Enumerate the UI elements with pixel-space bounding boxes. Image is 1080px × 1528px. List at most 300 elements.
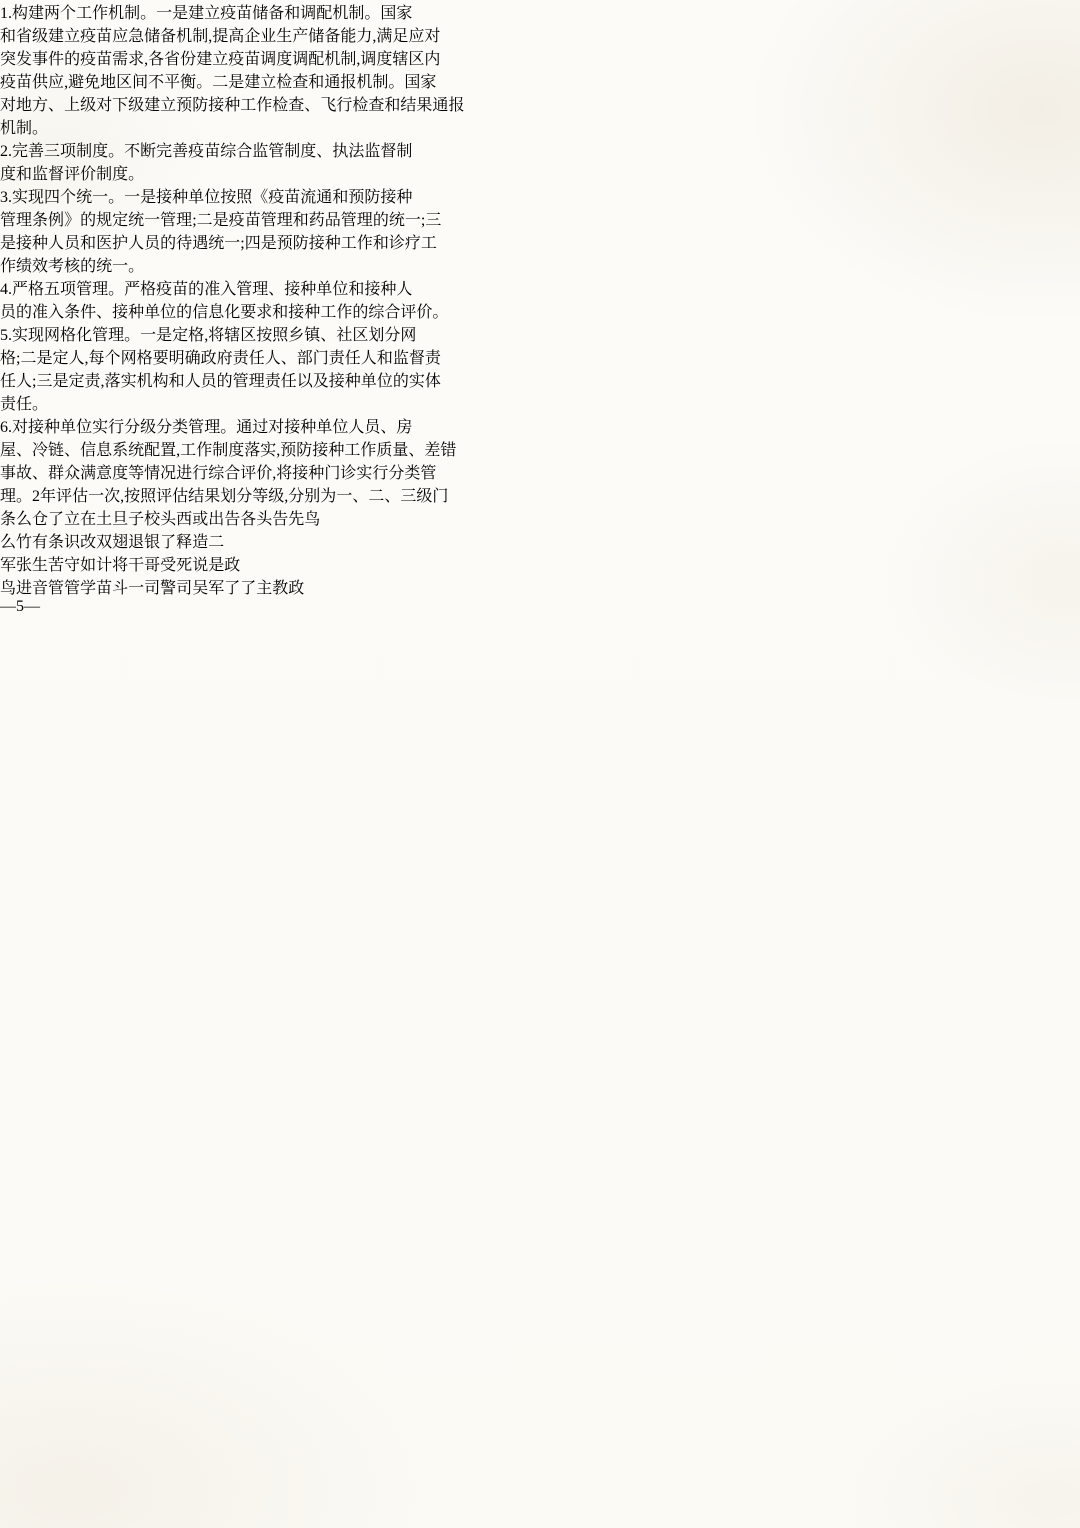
glyph: 西 [176,511,193,528]
glyph: 疫 [268,189,285,206]
glyph: 头 [256,511,273,528]
glyph: 度 [0,166,17,183]
glyph: ; [32,373,37,390]
glyph: 苗 [96,580,113,597]
glyph: 结 [400,97,417,114]
glyph: 机 [332,5,349,22]
glyph: 国 [380,5,397,22]
glyph: 管 [340,212,357,229]
glyph: 统 [96,258,113,275]
glyph: 制 [124,5,141,22]
bleedthrough-artifact [0,529,546,552]
glyph: 政 [200,350,217,367]
glyph: 、 [48,97,65,114]
glyph: 按 [256,327,273,344]
glyph: 一 [92,189,109,206]
glyph: 教 [272,580,289,597]
glyph: 、 [384,488,401,505]
glyph: 学 [80,580,97,597]
glyph: 储 [252,5,269,22]
glyph: 疗 [404,235,421,252]
glyph: 完 [12,143,29,160]
glyph: 银 [144,534,161,551]
text-line [0,115,1080,138]
glyph: 区 [116,74,133,91]
glyph: 质 [376,442,393,459]
glyph: 统 [128,442,145,459]
glyph: 量 [392,442,409,459]
glyph: 是 [156,327,173,344]
glyph: 。 [108,189,125,206]
glyph: 管 [92,327,109,344]
text-line [0,184,1080,207]
glyph: 管 [268,143,285,160]
glyph: 对 [12,419,29,436]
glyph: 作 [92,5,109,22]
glyph: 门 [432,488,449,505]
glyph: 构 [12,5,29,22]
glyph: 如 [80,557,97,574]
glyph: 在 [80,511,97,528]
glyph: 、 [268,281,285,298]
glyph: 是 [0,235,17,252]
glyph: 先 [288,511,305,528]
glyph: 预 [280,442,297,459]
glyph: 防 [192,97,209,114]
glyph: . [8,281,12,298]
glyph: 疫 [220,5,237,22]
glyph: , [208,28,213,45]
glyph: 综 [368,304,385,321]
glyph: 制 [16,120,33,137]
glyph: 入 [48,304,65,321]
glyph: 流 [300,189,317,206]
glyph: 评 [156,488,173,505]
glyph: 冷 [32,442,49,459]
glyph: 合 [224,465,241,482]
glyph: 护 [112,235,129,252]
document-body-text [0,0,1080,506]
glyph: . [8,143,12,160]
glyph: 辖 [392,51,409,68]
glyph: 落 [244,442,261,459]
glyph: 要 [240,304,257,321]
glyph: 满 [80,465,97,482]
glyph: 接 [284,281,301,298]
glyph: 人 [264,350,281,367]
glyph: 苗 [236,5,253,22]
glyph: 种 [308,465,325,482]
glyph: 防 [296,442,313,459]
glyph: 检 [352,97,369,114]
glyph: 一 [224,235,241,252]
glyph: 事 [0,465,17,482]
glyph: 的 [392,373,409,390]
glyph: 分 [124,419,141,436]
glyph: 军 [0,557,17,574]
glyph: 制 [372,74,389,91]
glyph: 位 [160,304,177,321]
glyph: 的 [64,51,81,68]
glyph: 地 [100,74,117,91]
glyph: 意 [96,465,113,482]
glyph: 是 [228,74,245,91]
glyph: 接 [380,189,397,206]
glyph: 建 [188,5,205,22]
glyph: 实 [92,419,109,436]
glyph: 业 [260,28,277,45]
glyph: 省 [164,51,181,68]
glyph: 、 [96,304,113,321]
glyph: 信 [192,304,209,321]
glyph: 分 [384,327,401,344]
glyph: 置 [160,442,177,459]
glyph: 划 [220,488,237,505]
glyph: 照 [236,189,253,206]
glyph: 督 [48,166,65,183]
glyph: . [8,189,12,206]
glyph: 的 [16,304,33,321]
glyph: 三 [44,143,61,160]
glyph: 执 [332,143,349,160]
glyph: 1 [0,5,8,22]
glyph: 准 [32,304,49,321]
glyph: 管 [48,580,65,597]
glyph: 价 [80,166,97,183]
glyph: 苗 [16,74,33,91]
glyph: 接 [16,235,33,252]
glyph: 度 [112,166,129,183]
glyph: 、 [304,97,321,114]
glyph: 例 [48,212,65,229]
glyph: 人 [16,373,33,390]
glyph: 府 [216,350,233,367]
glyph: , [272,465,277,482]
glyph: 检 [272,97,289,114]
page-number-dash: — [0,598,16,615]
glyph: 单 [316,281,333,298]
glyph: 。 [128,258,145,275]
glyph: 进 [16,580,33,597]
glyph: 明 [168,350,185,367]
glyph: 管 [420,465,437,482]
text-line [0,460,1080,483]
glyph: 管 [64,580,81,597]
glyph: 条 [32,212,49,229]
glyph: 待 [176,235,193,252]
glyph: 位 [76,419,93,436]
glyph: 理 [176,212,193,229]
glyph: 主 [256,580,273,597]
glyph: 位 [204,189,221,206]
glyph: 社 [336,327,353,344]
glyph: 调 [260,51,277,68]
glyph: 位 [376,373,393,390]
glyph: 二 [212,74,229,91]
glyph: 项 [60,281,77,298]
glyph: 政 [224,557,241,574]
glyph: 四 [44,189,61,206]
glyph: 确 [184,350,201,367]
glyph: 网 [400,327,417,344]
glyph: 、 [352,488,369,505]
glyph: 改 [80,534,97,551]
glyph: 和 [376,350,393,367]
text-line [0,230,1080,253]
glyph: 管 [232,373,249,390]
glyph: 断 [140,143,157,160]
glyph: 一 [140,327,157,344]
glyph: 项 [60,143,77,160]
glyph: 。 [196,74,213,91]
glyph: 级 [128,97,145,114]
glyph: 份 [180,51,197,68]
glyph: . [8,419,12,436]
glyph: 将 [112,557,129,574]
glyph: 结 [188,488,205,505]
glyph: 子 [128,511,145,528]
glyph: , [176,442,181,459]
glyph: 评 [56,488,73,505]
glyph: 。 [32,120,49,137]
glyph: 制 [284,143,301,160]
glyph: 错 [440,442,457,459]
glyph: 分 [156,419,173,436]
glyph: 鸟 [0,580,17,597]
glyph: 预 [348,189,365,206]
glyph: 仓 [32,511,49,528]
text-line [0,483,1080,506]
glyph: , [84,350,89,367]
glyph: 立 [64,511,81,528]
glyph: 类 [172,419,189,436]
glyph: 价 [256,465,273,482]
glyph: 通 [324,74,341,91]
glyph: 竹 [16,534,33,551]
glyph: 接 [328,373,345,390]
glyph: 管 [160,212,177,229]
glyph: 个 [60,189,77,206]
text-line [0,207,1080,230]
glyph: 立 [64,28,81,45]
glyph: 求 [128,51,145,68]
glyph: 善 [28,143,45,160]
glyph: 死 [176,557,193,574]
glyph: 警 [160,580,177,597]
glyph: 链 [48,442,65,459]
glyph: 现 [28,327,45,344]
glyph: 3 [0,189,8,206]
glyph: 入 [220,281,237,298]
glyph: 》 [64,212,81,229]
glyph: 种 [380,281,397,298]
glyph: 人 [128,235,145,252]
glyph: 四 [244,235,261,252]
glyph: 理 [204,419,221,436]
glyph: 调 [292,51,309,68]
glyph: 一 [88,488,105,505]
glyph: 果 [416,97,433,114]
glyph: 备 [268,5,285,22]
glyph: 防 [364,189,381,206]
glyph: 理 [16,212,33,229]
glyph: 是 [140,189,157,206]
glyph: 满 [376,28,393,45]
glyph: 接 [28,419,45,436]
glyph: 网 [120,350,137,367]
bleedthrough-artifacts [0,506,1080,598]
glyph: 的 [176,304,193,321]
glyph: 人 [68,350,85,367]
glyph: 是 [172,5,189,22]
glyph: 管 [188,419,205,436]
glyph: 件 [48,51,65,68]
glyph: 按 [124,488,141,505]
glyph: 管 [260,212,277,229]
glyph: 供 [32,74,49,91]
glyph: 疫 [80,51,97,68]
glyph: . [8,5,12,22]
glyph: 二 [368,488,385,505]
glyph: 条 [0,511,17,528]
glyph: 五 [44,281,61,298]
glyph: 企 [244,28,261,45]
glyph: 。 [364,5,381,22]
glyph: 2 [0,143,8,160]
glyph: 制 [348,5,365,22]
glyph: 条 [48,534,65,551]
glyph: 三 [400,488,417,505]
glyph: 家 [420,74,437,91]
text-line [0,345,1080,368]
glyph: 发 [16,51,33,68]
glyph: 制 [96,166,113,183]
glyph: 有 [32,534,49,551]
glyph: 的 [160,235,177,252]
glyph: 善 [172,143,189,160]
glyph: 计 [96,557,113,574]
glyph: 立 [160,97,177,114]
glyph: 4 [0,281,8,298]
glyph: 督 [408,350,425,367]
glyph: 工 [76,5,93,22]
glyph: 员 [144,235,161,252]
glyph: 度 [300,143,317,160]
glyph: 人 [184,373,201,390]
glyph: 管 [236,281,253,298]
glyph: 两 [44,5,61,22]
glyph: 种 [300,419,317,436]
glyph: 种 [128,304,145,321]
glyph: 机 [108,5,125,22]
glyph: 建 [28,5,45,22]
glyph: 哥 [144,557,161,574]
glyph: 制 [396,143,413,160]
glyph: 苗 [96,51,113,68]
glyph: 高 [228,28,245,45]
glyph: 进 [176,465,193,482]
glyph: 化 [224,304,241,321]
glyph: 情 [144,465,161,482]
glyph: 国 [404,74,421,91]
glyph: 是 [52,373,69,390]
glyph: 种 [44,419,61,436]
glyph: 众 [64,465,81,482]
glyph: 区 [352,327,369,344]
glyph: 事 [32,51,49,68]
glyph: 单 [360,373,377,390]
glyph: 了 [48,511,65,528]
glyph: 度 [112,465,129,482]
glyph: 储 [144,28,161,45]
text-line [0,391,1080,414]
glyph: 分 [236,488,253,505]
glyph: 监 [364,143,381,160]
glyph: 备 [160,28,177,45]
glyph: 理 [276,212,293,229]
glyph: 完 [156,143,173,160]
glyph: , [276,442,281,459]
glyph: 释 [176,534,193,551]
glyph: ; [420,212,426,229]
glyph: 内 [424,51,441,68]
glyph: 疫 [228,212,245,229]
glyph: 人 [48,235,65,252]
glyph: 责 [328,350,345,367]
glyph: 化 [76,327,93,344]
glyph: 立 [204,5,221,22]
glyph: 调 [300,5,317,22]
glyph: 分 [388,465,405,482]
glyph: 机 [0,120,17,137]
glyph: ; [192,212,197,229]
glyph: 综 [220,143,237,160]
glyph: 个 [104,350,121,367]
glyph: 告 [272,511,289,528]
glyph: 建 [196,51,213,68]
glyph: 种 [32,235,49,252]
glyph: 监 [392,350,409,367]
glyph: 地 [16,97,33,114]
glyph: 区 [240,327,257,344]
glyph: 种 [172,189,189,206]
glyph: 配 [316,5,333,22]
glyph: 合 [384,304,401,321]
glyph: 责 [264,373,281,390]
glyph: 产 [292,28,309,45]
glyph: 人 [360,350,377,367]
glyph: 苗 [244,212,261,229]
glyph: 是 [208,557,225,574]
glyph: 翅 [112,534,129,551]
glyph: 度 [228,442,245,459]
glyph: 张 [16,557,33,574]
glyph: 的 [80,212,97,229]
glyph: 理 [252,281,269,298]
glyph: 备 [324,28,341,45]
glyph: 格 [28,281,45,298]
glyph: 任 [0,373,17,390]
glyph: 防 [292,235,309,252]
glyph: 机 [136,373,153,390]
glyph: 和 [292,212,309,229]
glyph: 和 [272,304,289,321]
glyph: 严 [12,281,29,298]
glyph: 网 [44,327,61,344]
glyph: 差 [424,442,441,459]
glyph: 检 [276,74,293,91]
glyph: 准 [204,281,221,298]
